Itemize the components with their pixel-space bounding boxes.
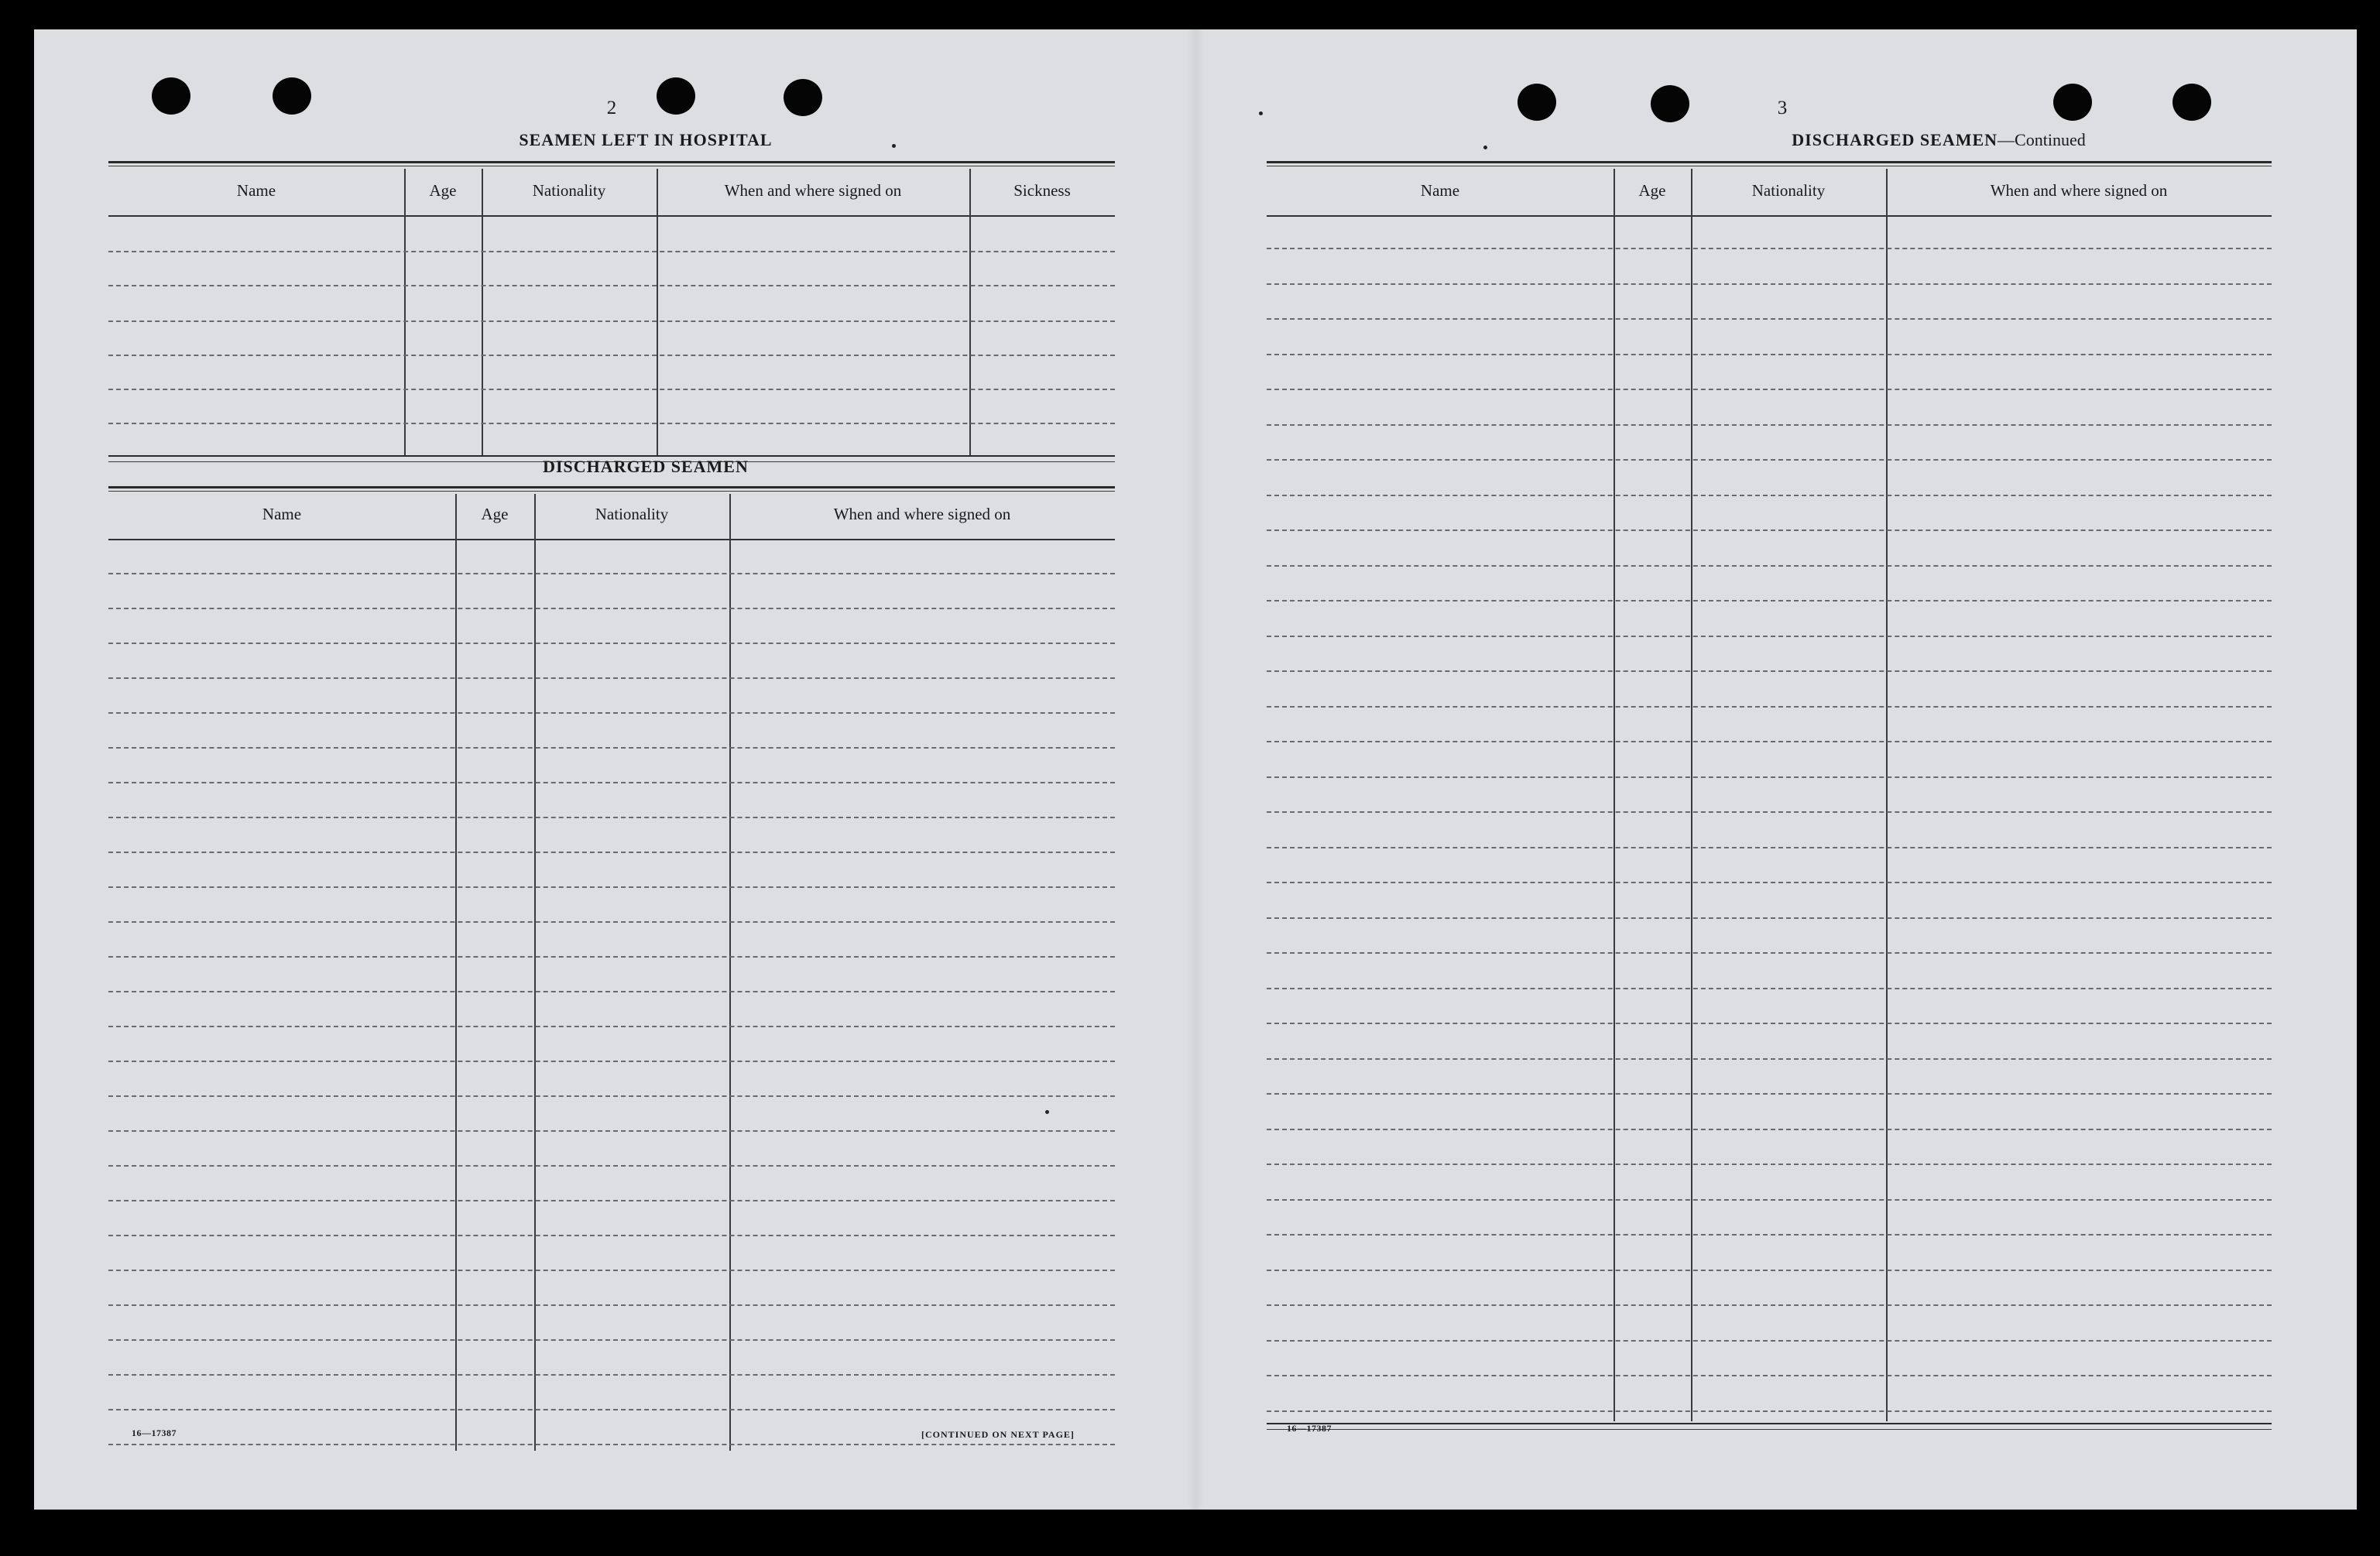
entry-row — [1267, 1234, 2272, 1236]
entry-row — [1267, 741, 2272, 742]
column-divider — [729, 494, 731, 1451]
entry-row — [108, 573, 1115, 574]
form-number: 16—17387 — [132, 1427, 177, 1438]
scan-speck — [1045, 1110, 1049, 1114]
table-bottom-rule — [1267, 1423, 2272, 1424]
form-number: 16—17387 — [1287, 1423, 1332, 1434]
table-header-rule — [108, 539, 1115, 540]
entry-row — [1267, 1375, 2272, 1376]
entry-row — [1267, 988, 2272, 989]
entry-row — [1267, 811, 2272, 813]
entry-row — [108, 1200, 1115, 1201]
entry-row — [108, 1444, 1115, 1445]
entry-row — [108, 423, 1115, 424]
entry-row — [108, 782, 1115, 783]
scanned-document — [34, 29, 2357, 1510]
table-top-rule — [108, 486, 1115, 488]
column-header-nationality: Nationality — [595, 505, 669, 523]
punch-hole — [2173, 84, 2211, 121]
hospital-section-title-text: SEAMEN LEFT IN HOSPITAL — [519, 130, 773, 149]
entry-row — [1267, 283, 2272, 285]
entry-row — [1267, 1164, 2272, 1165]
page-number: 2 — [606, 98, 617, 118]
entry-row — [1267, 1058, 2272, 1060]
entry-row — [108, 1409, 1115, 1410]
entry-row — [108, 1095, 1115, 1097]
hospital-section-title — [328, 130, 963, 150]
entry-row — [108, 320, 1115, 322]
entry-row — [108, 285, 1115, 286]
hospital-table — [108, 161, 1115, 464]
table-top-rule — [1267, 161, 2272, 163]
punch-hole — [784, 79, 822, 116]
entry-row — [1267, 354, 2272, 355]
entry-row — [1267, 600, 2272, 601]
entry-row — [1267, 318, 2272, 320]
page-3 — [1195, 29, 2357, 1510]
entry-row — [108, 355, 1115, 356]
entry-row — [1267, 1199, 2272, 1201]
column-divider — [969, 169, 971, 457]
entry-row — [108, 747, 1115, 749]
discharged-section-title-text: DISCHARGED SEAMEN — [543, 457, 749, 476]
column-header-age: Age — [429, 181, 457, 200]
punch-hole — [1518, 84, 1556, 121]
entry-row — [1267, 389, 2272, 390]
column-divider — [482, 169, 483, 457]
entry-row — [108, 1165, 1115, 1167]
entry-row — [1267, 917, 2272, 919]
continued-note: [CONTINUED ON NEXT PAGE] — [921, 1429, 1075, 1440]
entry-row — [1267, 1093, 2272, 1095]
column-header-when-where: When and where signed on — [833, 505, 1011, 523]
table-bottom-rule — [1267, 1429, 2272, 1430]
column-header-age: Age — [1638, 181, 1666, 200]
discharged-continued-table — [1267, 161, 2272, 1446]
entry-row — [108, 1235, 1115, 1236]
column-header-name: Name — [1420, 181, 1460, 200]
table-top-rule — [108, 161, 1115, 163]
entry-row — [108, 921, 1115, 923]
punch-hole — [2053, 84, 2092, 121]
entry-row — [1267, 495, 2272, 496]
page-2 — [34, 29, 1195, 1510]
entry-row — [108, 886, 1115, 888]
entry-row — [108, 1130, 1115, 1132]
entry-row — [1267, 952, 2272, 954]
entry-row — [1267, 530, 2272, 531]
entry-row — [108, 1304, 1115, 1306]
table-header-rule — [1267, 215, 2272, 217]
entry-row — [1267, 1023, 2272, 1024]
column-header-sickness: Sickness — [1013, 181, 1071, 200]
discharged-continued-title-text: DISCHARGED SEAMEN — [1792, 130, 1998, 149]
entry-row — [1267, 248, 2272, 249]
entry-row — [1267, 1410, 2272, 1412]
entry-row — [1267, 459, 2272, 461]
entry-row — [108, 608, 1115, 609]
entry-row — [1267, 1270, 2272, 1271]
entry-row — [1267, 882, 2272, 883]
entry-row — [108, 852, 1115, 853]
entry-row — [108, 1061, 1115, 1062]
column-header-age: Age — [481, 505, 509, 523]
column-header-name: Name — [262, 505, 302, 523]
punch-hole — [657, 77, 695, 115]
column-divider — [455, 494, 457, 1451]
entry-row — [108, 991, 1115, 992]
column-header-when-where: When and where signed on — [1990, 181, 2168, 200]
discharged-section-title — [328, 457, 963, 477]
entry-row — [108, 817, 1115, 818]
column-header-nationality: Nationality — [1751, 181, 1826, 200]
entry-row — [1267, 706, 2272, 708]
entry-row — [108, 1270, 1115, 1271]
punch-hole — [273, 77, 311, 115]
punch-hole — [152, 77, 190, 115]
scan-speck — [892, 144, 896, 148]
page-number: 3 — [1777, 98, 1788, 118]
entry-row — [1267, 565, 2272, 567]
column-divider — [404, 169, 406, 457]
entry-row — [108, 1026, 1115, 1027]
discharged-table — [108, 486, 1115, 1454]
entry-row — [1267, 1340, 2272, 1342]
column-header-name: Name — [236, 181, 276, 200]
entry-row — [1267, 1129, 2272, 1130]
entry-row — [1267, 1304, 2272, 1306]
entry-row — [1267, 847, 2272, 848]
column-divider — [657, 169, 658, 457]
entry-row — [108, 643, 1115, 644]
entry-row — [108, 389, 1115, 390]
entry-row — [108, 677, 1115, 679]
table-top-rule — [108, 491, 1115, 492]
entry-row — [108, 1374, 1115, 1376]
entry-row — [1267, 776, 2272, 778]
entry-row — [108, 956, 1115, 958]
entry-row — [1267, 424, 2272, 426]
column-header-nationality: Nationality — [532, 181, 606, 200]
entry-row — [1267, 670, 2272, 672]
continued-suffix: —Continued — [1998, 130, 2086, 149]
entry-row — [108, 712, 1115, 714]
discharged-continued-title — [1629, 130, 2248, 150]
entry-row — [108, 251, 1115, 252]
column-header-when-where: When and where signed on — [724, 181, 902, 200]
column-divider — [534, 494, 536, 1451]
table-header-rule — [108, 215, 1115, 217]
scan-speck — [1483, 146, 1487, 149]
scan-speck — [1259, 111, 1263, 115]
entry-row — [108, 1339, 1115, 1341]
entry-row — [1267, 636, 2272, 637]
punch-hole — [1651, 85, 1689, 122]
